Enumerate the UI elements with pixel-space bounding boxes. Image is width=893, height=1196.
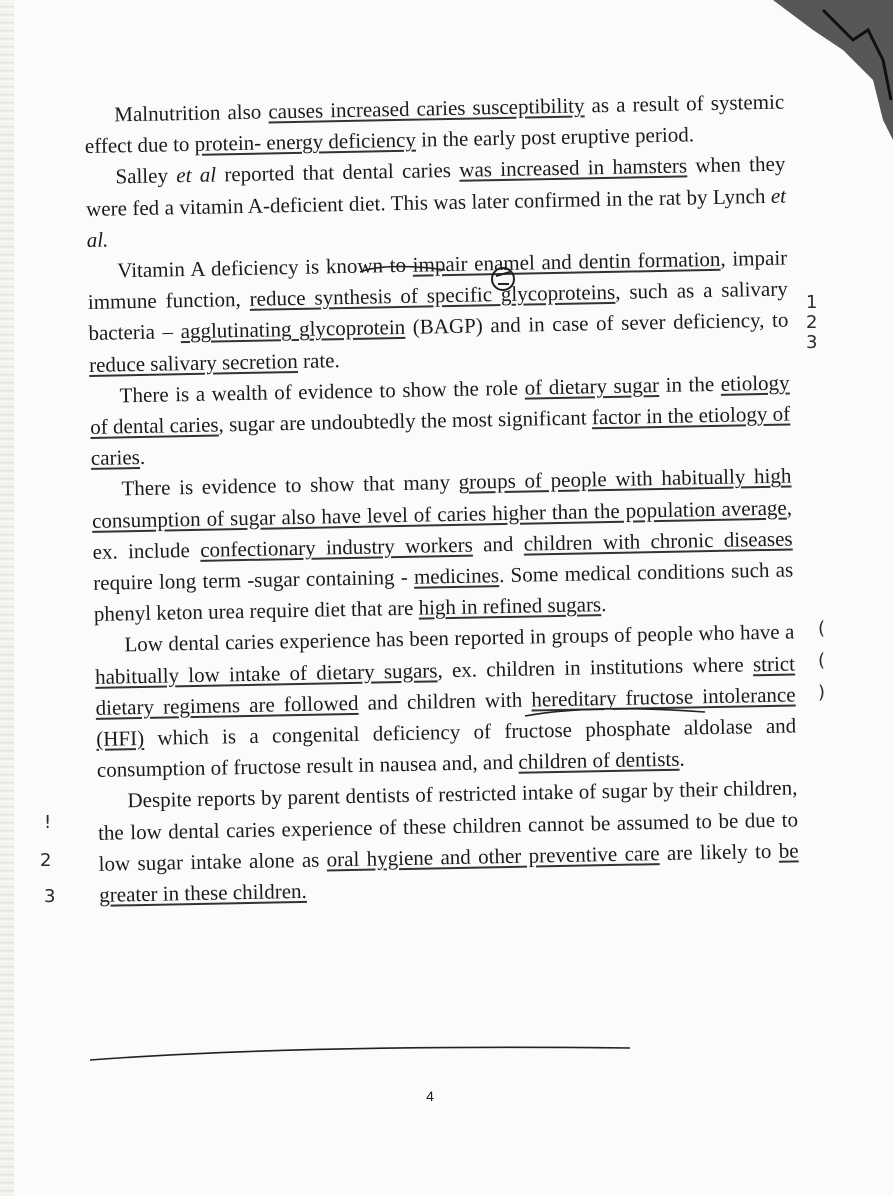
underlined-text: of dietary sugar — [524, 372, 660, 400]
text-run: Despite reports by parent dentists of restricted intake of sugar by their children, the low dental caries experience of these children cannot be assumed to be due to low sugar intake alone as — [97, 775, 799, 876]
text-run: , ex. include — [92, 495, 793, 564]
underlined-text: strict dietary regimens are followed — [95, 651, 796, 720]
underlined-text: high in refined sugars — [418, 592, 602, 620]
paragraph-vitamin-a — [87, 243, 789, 381]
margin-note-a3: 3 — [806, 332, 818, 353]
text-run: There is evidence to show that many — [121, 470, 459, 501]
margin-note-a1: 1 — [806, 292, 818, 313]
text-run: as a result of systemic effect due to — [84, 89, 785, 159]
text-run: when they were fed a vitamin A-deficient diet. This was later confirmed in the rat by Lynch — [85, 151, 786, 221]
text-run: are likely to — [659, 838, 779, 865]
text-run: . Some medical conditions such as phenyl keton urea require diet that are — [93, 557, 794, 627]
text-run: Vitamin A deficiency is known to — [117, 252, 413, 283]
text-run: , such as a salivary bacteria – — [88, 276, 788, 346]
underlined-text: causes increased caries susceptibility — [268, 93, 585, 124]
text-run: reported that dental caries — [215, 158, 460, 187]
text-run: rate. — [297, 347, 340, 373]
text-run: , ex. children in institutions where — [437, 651, 754, 682]
paragraph-salley — [85, 149, 787, 256]
scan-edge-noise — [0, 0, 14, 1196]
document-body — [84, 87, 799, 912]
margin-note-b1: ( — [818, 618, 826, 639]
underlined-text: reduce salivary secretion — [88, 348, 299, 377]
margin-note-c2: 2 — [40, 850, 52, 871]
underlined-text: impair enamel and dentin formation — [412, 246, 721, 277]
underlined-text: medicines — [413, 563, 500, 589]
text-run: . — [600, 592, 607, 617]
underlined-text: groups of people with habitually high consumption of sugar also have level of caries higher than the population average — [91, 463, 792, 533]
paragraph-low-caries — [94, 617, 797, 786]
underlined-text: hereditary fructose intolerance (HFI) — [96, 682, 796, 751]
underlined-text: was increased in hamsters — [459, 153, 688, 183]
text-run: and — [472, 531, 524, 557]
margin-note-b3: ) — [818, 682, 826, 703]
text-run: There is a wealth of evidence to show the role — [119, 375, 525, 408]
underlined-text: children with chronic diseases — [523, 526, 793, 556]
page-number: 4 — [426, 1088, 434, 1104]
underlined-text: agglutinating glycoprotein — [180, 315, 406, 344]
paragraph-high-consumption — [91, 461, 794, 630]
text-run: (BAGP) and in case of sever deficiency, to — [404, 307, 789, 340]
text-run: , sugar are undoubtedly the most significant — [218, 405, 593, 437]
text-run: and children with — [358, 687, 532, 715]
margin-note-c3: 3 — [44, 886, 56, 907]
text-run: , impair immune function, — [87, 245, 788, 315]
text-run: Low dental caries experience has been reported in groups of people who have a — [124, 619, 795, 657]
italic-text: et al — [176, 162, 217, 188]
underlined-text: etiology of dental caries — [90, 370, 790, 439]
underlined-text: confectionary industry workers — [199, 532, 473, 562]
margin-note-a2: 2 — [806, 312, 818, 333]
text-run: in the — [658, 371, 721, 397]
text-run: Salley — [115, 163, 177, 189]
margin-note-b2: ( — [818, 650, 826, 671]
paragraph-dietary-sugar — [89, 367, 791, 474]
text-run: in the early post eruptive period. — [415, 122, 695, 152]
underlined-text: habitually low intake of dietary sugars — [94, 657, 438, 689]
text-run: which is a congenital deficiency of fructose phosphate aldolase and consumption of fructose result in nausea and, and — [96, 713, 797, 783]
text-run: . — [139, 445, 146, 470]
text-run: Malnutrition also — [114, 99, 269, 127]
underlined-text: be greater in these children. — [99, 838, 799, 907]
underlined-text: protein- energy deficiency — [194, 127, 417, 157]
underlined-text: factor in the etiology of caries — [90, 401, 791, 471]
margin-note-c1: ! — [44, 812, 52, 833]
italic-text: et al. — [86, 183, 787, 252]
text-run: . — [679, 746, 685, 771]
underlined-text: reduce synthesis of specific glycoproteins — [249, 280, 616, 312]
underlined-text: oral hygiene and other preventive care — [326, 840, 660, 872]
text-run: require long term -sugar containing - — [93, 564, 415, 595]
underlined-text: children of dentists — [518, 746, 680, 775]
paragraph-despite-reports — [97, 773, 799, 911]
